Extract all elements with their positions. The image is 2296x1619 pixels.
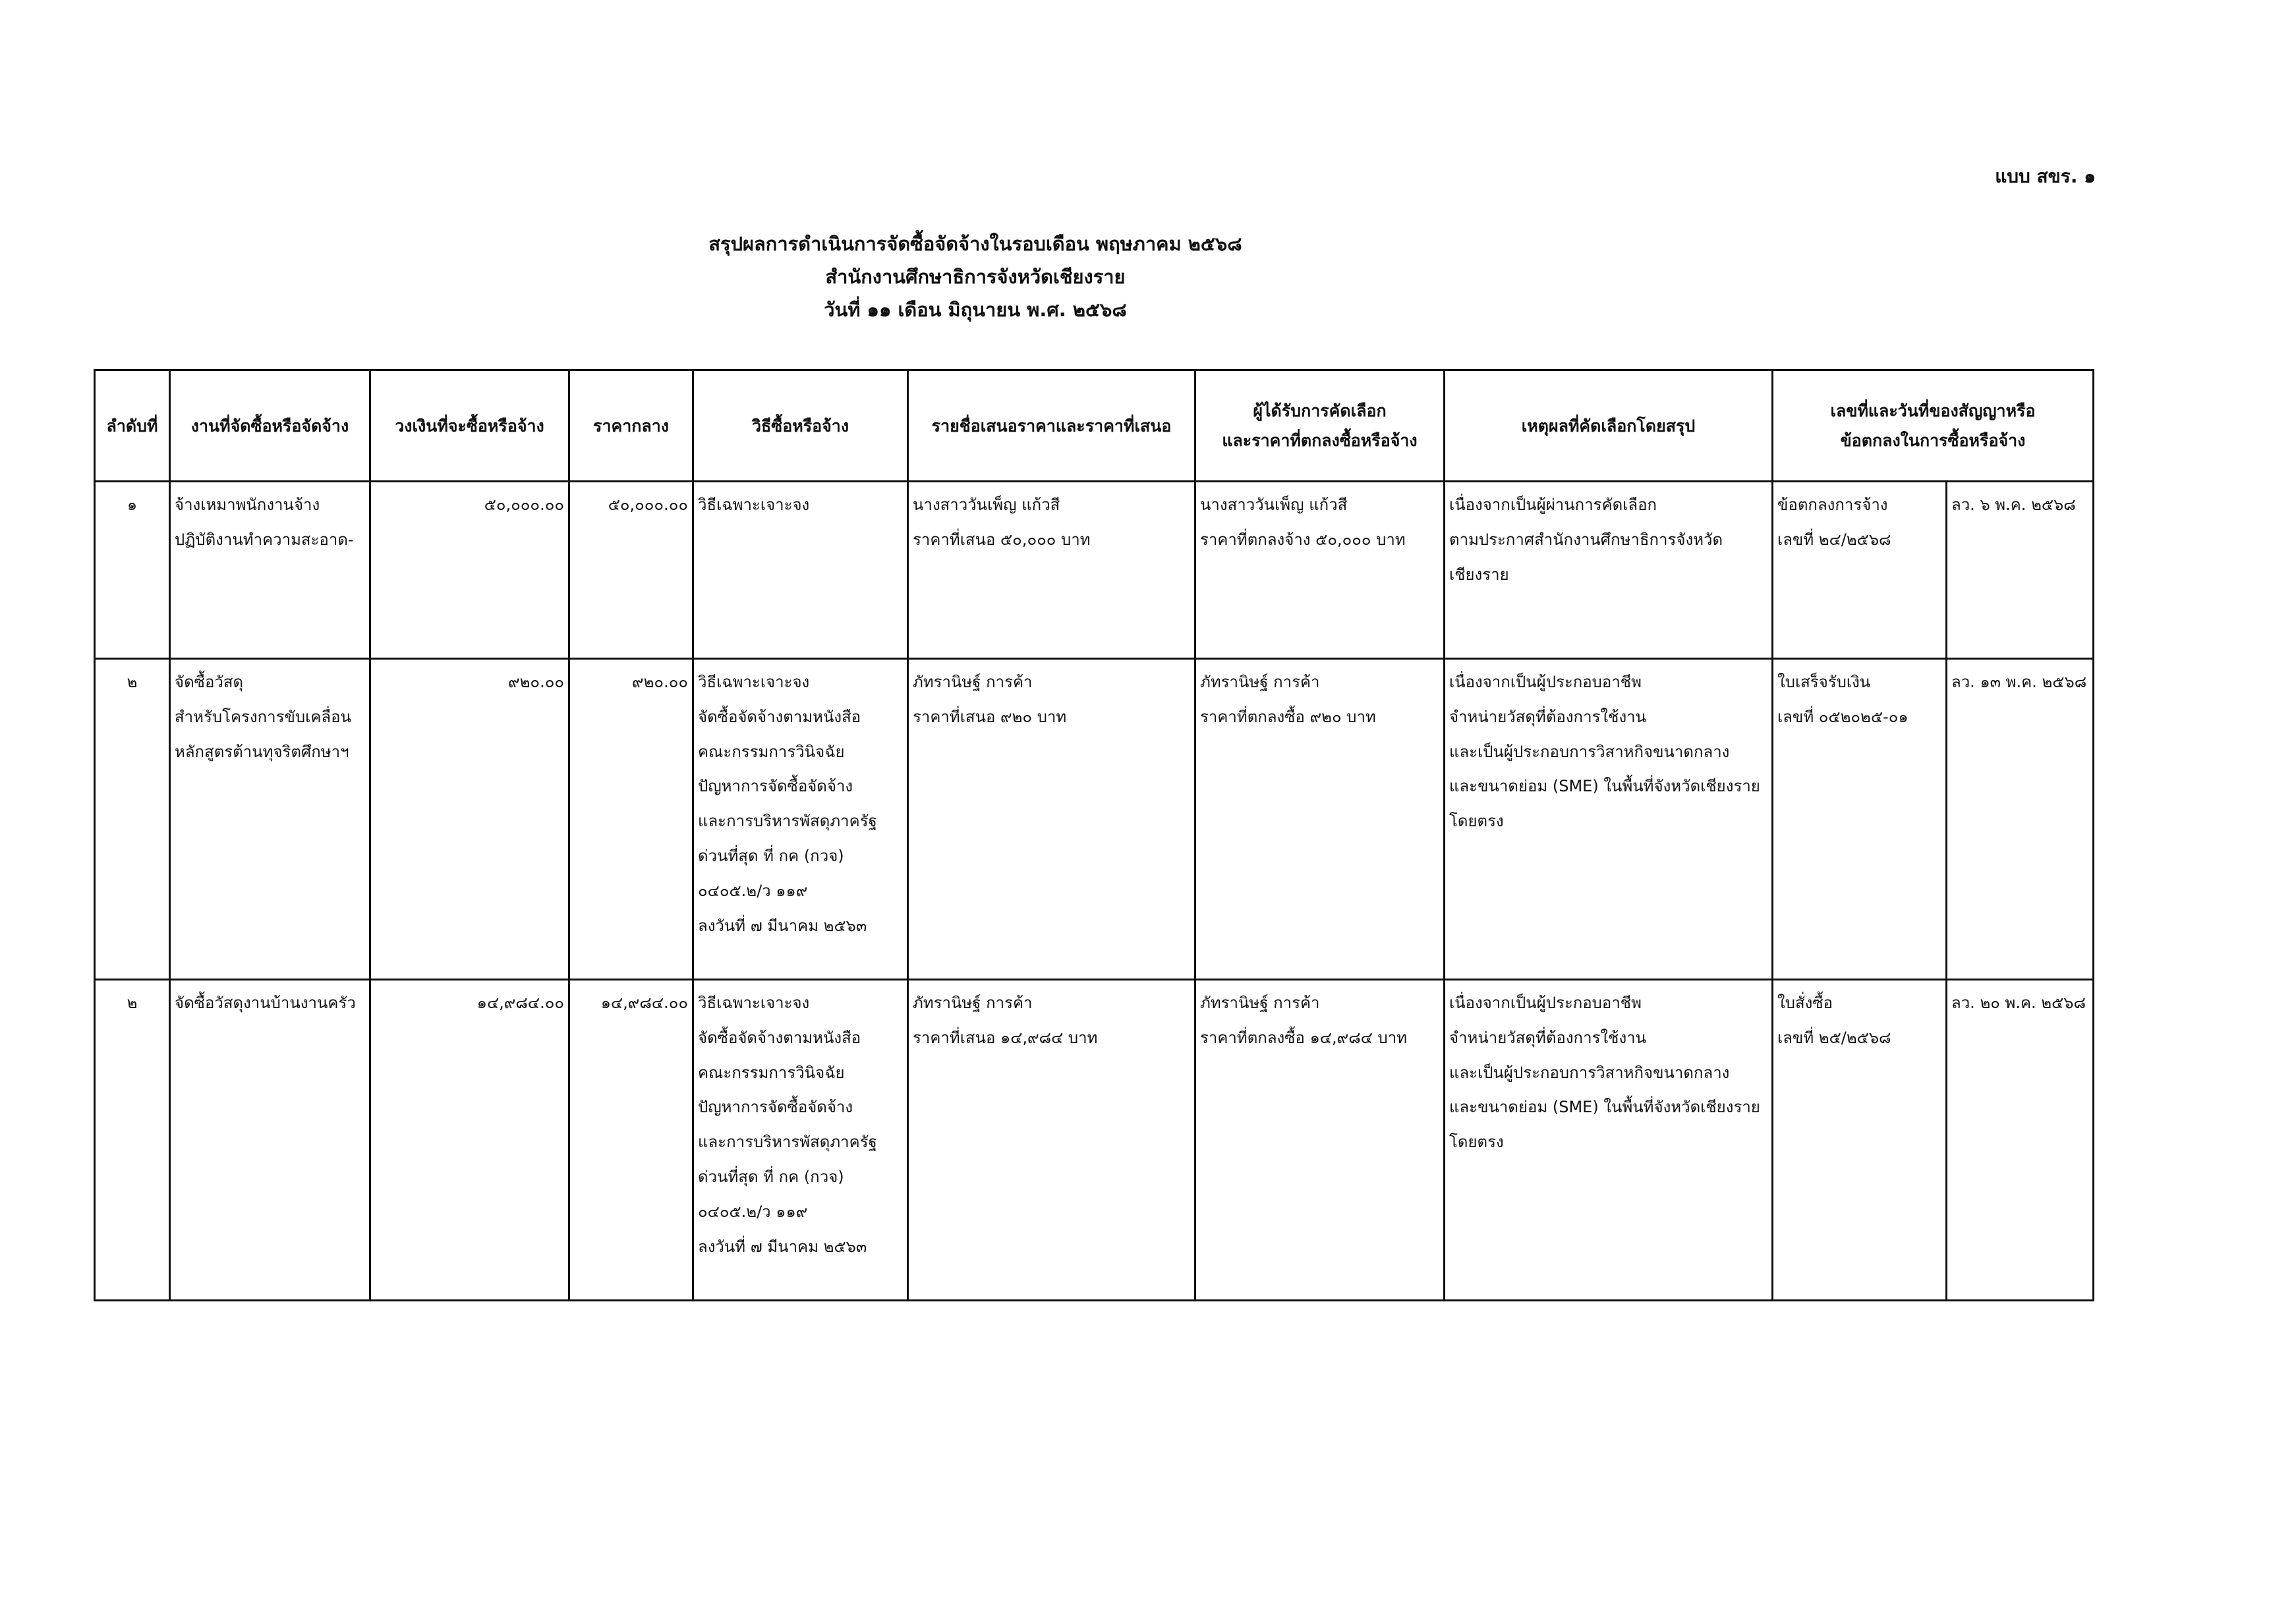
header-selected-line: และราคาที่ตกลงซื้อหรือจ้าง: [1222, 431, 1418, 450]
cell-contract-date: ลว. ๖ พ.ค. ๒๕๖๘: [1947, 482, 2094, 659]
cell-line: เชียงราย: [1449, 565, 1509, 584]
cell-item: [170, 980, 370, 1301]
cell-line: ลงวันที่ ๗ มีนาคม ๒๕๖๓: [698, 1237, 867, 1256]
cell-method: [693, 482, 908, 659]
header-seq: ลำดับที่: [95, 370, 170, 482]
agency-name: สำนักงานศึกษาธิการจังหวัดเชียงราย: [825, 266, 1126, 288]
cell-item: [170, 659, 370, 980]
document-title: สรุปผลการดำเนินการจัดซื้อจัดจ้างในรอบเดือน พฤษภาคม ๒๕๖๘: [708, 233, 1242, 255]
cell-line: สำหรับโครงการขับเคลื่อน: [175, 707, 351, 726]
cell-reason: [1445, 659, 1773, 980]
cell-line: เนื่องจากเป็นผู้ผ่านการคัดเลือก: [1449, 496, 1657, 514]
cell-bidders: [908, 659, 1195, 980]
cell-median-price: ๕๐,๐๐๐.๐๐: [569, 482, 693, 659]
cell-line: ลงวันที่ ๗ มีนาคม ๒๕๖๓: [698, 916, 867, 935]
cell-line: วิธีเฉพาะเจาะจง: [698, 994, 810, 1012]
cell-line: ราคาที่เสนอ ๑๔,๙๘๔ บาท: [913, 1028, 1098, 1047]
cell-line: วิธีเฉพาะเจาะจง: [698, 496, 810, 514]
cell-line: ภัทรานิษฐ์ การค้า: [1200, 673, 1320, 691]
cell-contract-no: [1773, 482, 1947, 659]
cell-line: จำหน่ายวัสดุที่ต้องการใช้งาน: [1449, 707, 1647, 726]
document-titles: [0, 229, 1951, 328]
cell-item: [170, 482, 370, 659]
cell-line: ราคาที่ตกลงซื้อ ๙๒๐ บาท: [1200, 707, 1376, 726]
cell-line: ด่วนที่สุด ที่ กค (กวจ): [698, 1167, 844, 1186]
cell-line: เนื่องจากเป็นผู้ประกอบอาชีพ: [1449, 994, 1642, 1012]
header-budget: วงเงินที่จะซื้อหรือจ้าง: [370, 370, 569, 482]
cell-selected: [1195, 980, 1445, 1301]
cell-line: ภัทรานิษฐ์ การค้า: [913, 994, 1033, 1012]
cell-line: และขนาดย่อม (SME) ในพื้นที่จังหวัดเชียงราย: [1449, 777, 1760, 796]
cell-budget: ๙๒๐.๐๐: [370, 659, 569, 980]
cell-line: ๐๔๐๕.๒/ว ๑๑๙: [698, 1202, 808, 1221]
cell-budget: ๕๐,๐๐๐.๐๐: [370, 482, 569, 659]
table-row: [95, 980, 2094, 1301]
cell-contract-date: ลว. ๑๓ พ.ค. ๒๕๖๘: [1947, 659, 2094, 980]
cell-line: และขนาดย่อม (SME) ในพื้นที่จังหวัดเชียงราย: [1449, 1098, 1760, 1117]
cell-line: ภัทรานิษฐ์ การค้า: [913, 673, 1033, 691]
cell-selected: [1195, 482, 1445, 659]
cell-line: และการบริหารพัสดุภาครัฐ: [698, 1133, 877, 1152]
cell-line: คณะกรรมการวินิจฉัย: [698, 742, 845, 761]
cell-contract-date: ลว. ๒๐ พ.ค. ๒๕๖๘: [1947, 980, 2094, 1301]
cell-line: และเป็นผู้ประกอบการวิสาหกิจขนาดกลาง: [1449, 1063, 1730, 1082]
header-median-price: ราคากลาง: [569, 370, 693, 482]
cell-line: จำหน่ายวัสดุที่ต้องการใช้งาน: [1449, 1028, 1647, 1047]
cell-line: ด่วนที่สุด ที่ กค (กวจ): [698, 846, 844, 865]
cell-line: โดยตรง: [1449, 1133, 1504, 1152]
cell-line: ปัญหาการจัดซื้อจัดจ้าง: [698, 777, 853, 796]
cell-line: เนื่องจากเป็นผู้ประกอบอาชีพ: [1449, 673, 1642, 691]
cell-line: จ้างเหมาพนักงานจ้าง: [175, 496, 320, 514]
procurement-summary-table: [94, 369, 2094, 1301]
cell-line: ราคาที่ตกลงจ้าง ๕๐,๐๐๐ บาท: [1200, 530, 1406, 549]
cell-seq: ๑: [95, 482, 170, 659]
table-row: [95, 659, 2094, 980]
cell-line: ใบเสร็จรับเงิน: [1777, 673, 1871, 691]
cell-line: เลขที่ ๒๕/๒๕๖๘: [1777, 1028, 1891, 1047]
header-reason: เหตุผลที่คัดเลือกโดยสรุป: [1445, 370, 1773, 482]
header-item: งานที่จัดซื้อหรือจัดจ้าง: [170, 370, 370, 482]
cell-line: ปฏิบัติงานทำความสะอาด-: [175, 530, 354, 549]
cell-line: เลขที่ ๐๕๒๐๒๕-๐๑: [1777, 707, 1909, 726]
cell-bidders: [908, 980, 1195, 1301]
header-selected: [1195, 370, 1445, 482]
cell-median-price: ๑๔,๙๘๔.๐๐: [569, 980, 693, 1301]
cell-line: ราคาที่เสนอ ๙๒๐ บาท: [913, 707, 1067, 726]
cell-line: ตามประกาศสำนักงานศึกษาธิการจังหวัด: [1449, 530, 1723, 549]
cell-contract-no: [1773, 659, 1947, 980]
cell-reason: [1445, 482, 1773, 659]
cell-method: [693, 980, 908, 1301]
cell-line: ใบสั่งซื้อ: [1777, 994, 1833, 1012]
cell-line: จัดซื้อวัสดุ: [175, 673, 244, 691]
cell-line: และการบริหารพัสดุภาครัฐ: [698, 812, 877, 831]
header-contract-line: ข้อตกลงในการซื้อหรือจ้าง: [1840, 431, 2026, 450]
header-contract-line: เลขที่และวันที่ของสัญญาหรือ: [1830, 401, 2036, 420]
header-contract: [1773, 370, 2094, 482]
cell-selected: [1195, 659, 1445, 980]
cell-line: ข้อตกลงการจ้าง: [1777, 496, 1888, 514]
header-selected-line: ผู้ได้รับการคัดเลือก: [1253, 401, 1387, 420]
cell-line: วิธีเฉพาะเจาะจง: [698, 673, 810, 691]
header-row: [95, 370, 2094, 482]
cell-line: โดยตรง: [1449, 812, 1504, 831]
header-bidders: รายชื่อเสนอราคาและราคาที่เสนอ: [908, 370, 1195, 482]
cell-line: ปัญหาการจัดซื้อจัดจ้าง: [698, 1098, 853, 1117]
cell-line: นางสาววันเพ็ญ แก้วสี: [1200, 496, 1348, 514]
cell-seq: ๒: [95, 980, 170, 1301]
cell-seq: ๒: [95, 659, 170, 980]
cell-line: คณะกรรมการวินิจฉัย: [698, 1063, 845, 1082]
cell-line: ๐๔๐๕.๒/ว ๑๑๙: [698, 881, 808, 900]
cell-budget: ๑๔,๙๘๔.๐๐: [370, 980, 569, 1301]
cell-median-price: ๙๒๐.๐๐: [569, 659, 693, 980]
cell-bidders: [908, 482, 1195, 659]
table-row: [95, 482, 2094, 659]
cell-line: นางสาววันเพ็ญ แก้วสี: [913, 496, 1060, 514]
cell-line: จัดซื้อวัสดุงานบ้านงานครัว: [175, 994, 356, 1012]
cell-reason: [1445, 980, 1773, 1301]
cell-line: หลักสูตรต้านทุจริตศึกษาฯ: [175, 742, 349, 761]
cell-line: จัดซื้อจัดจ้างตามหนังสือ: [698, 1028, 861, 1047]
cell-line: เลขที่ ๒๔/๒๕๖๘: [1777, 530, 1891, 549]
cell-line: ราคาที่เสนอ ๕๐,๐๐๐ บาท: [913, 530, 1091, 549]
form-code: แบบ สขร. ๑: [1995, 165, 2096, 187]
header-method: วิธีซื้อหรือจ้าง: [693, 370, 908, 482]
cell-method: [693, 659, 908, 980]
cell-contract-no: [1773, 980, 1947, 1301]
cell-line: จัดซื้อจัดจ้างตามหนังสือ: [698, 707, 861, 726]
cell-line: ราคาที่ตกลงซื้อ ๑๔,๙๘๔ บาท: [1200, 1028, 1408, 1047]
cell-line: ภัทรานิษฐ์ การค้า: [1200, 994, 1320, 1012]
cell-line: และเป็นผู้ประกอบการวิสาหกิจขนาดกลาง: [1449, 742, 1730, 761]
document-date: วันที่ ๑๑ เดือน มิถุนายน พ.ศ. ๒๕๖๘: [824, 298, 1127, 321]
